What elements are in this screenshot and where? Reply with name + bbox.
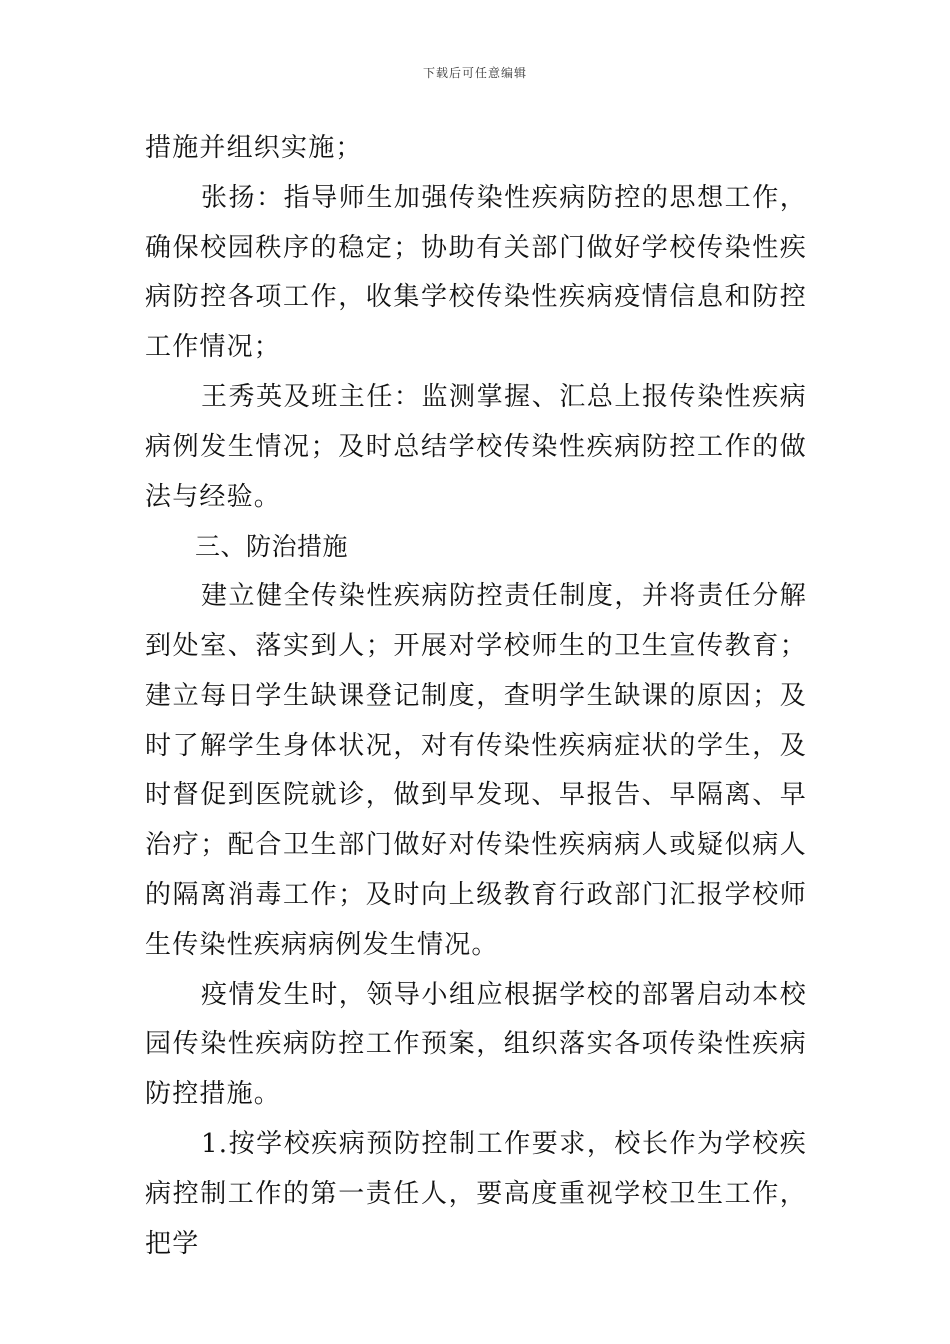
paragraph-continuation: 措施并组织实施；	[145, 133, 363, 163]
paragraph-epidemic-response: 疫情发生时，领导小组应根据学校的部署启动本校园传染性疾病防控工作预案，组织落实各项传染性疾病防控措施。	[145, 979, 807, 1110]
document-body	[145, 124, 807, 1269]
paragraph-zhang-yang-duty: 张扬：指导师生加强传染性疾病防控的思想工作，确保校园秩序的稳定；协助有关部门做好学校传染性疾病防控各项工作，收集学校传染性疾病疫情信息和防控工作情况；	[145, 182, 807, 363]
paragraph-responsibility-system: 建立健全传染性疾病防控责任制度，并将责任分解到处室、落实到人；开展对学校师生的卫生宣传教育；建立每日学生缺课登记制度，查明学生缺课的原因；及时了解学生身体状况，对有传染性疾病症状的学生，及时督促到医院就诊，做到早发现、早报告、早隔离、早治疗；配合卫生部门做好对传染性疾病病人或疑似病人的隔离消毒工作；及时向上级教育行政部门汇报学校师生传染性疾病病例发生情况。	[145, 581, 807, 960]
paragraph-item-1: 1.按学校疾病预防控制工作要求，校长作为学校疾病控制工作的第一责任人，要高度重视学校卫生工作，把学	[145, 1128, 807, 1259]
section-heading-prevention-measures: 三、防治措施	[195, 532, 349, 562]
paragraph-wang-xiuying-duty: 王秀英及班主任：监测掌握、汇总上报传染性疾病病例发生情况；及时总结学校传染性疾病防控工作的做法与经验。	[145, 381, 807, 512]
page-header-note: 下载后可任意编辑	[422, 66, 527, 80]
